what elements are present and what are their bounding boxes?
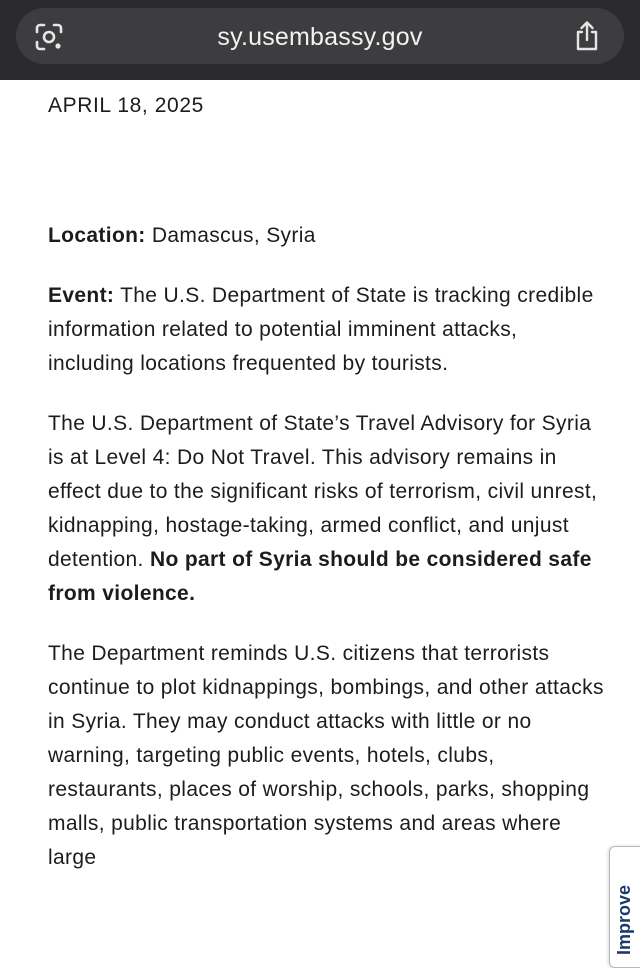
- share-icon[interactable]: [572, 20, 602, 52]
- feedback-tab[interactable]: [609, 846, 640, 968]
- url-text[interactable]: sy.usembassy.gov: [217, 23, 423, 51]
- feedback-label[interactable]: Improve: [614, 884, 634, 955]
- event-label: Event:: [48, 284, 115, 307]
- advisory-paragraph: [48, 407, 608, 611]
- address-bar[interactable]: [16, 8, 624, 64]
- event-paragraph: [48, 279, 608, 381]
- event-text: The U.S. Department of State is tracking credible information related to potential imminent attacks, including locations frequented by tourists.: [48, 284, 594, 375]
- reminder-paragraph: The Department reminds U.S. citizens that terrorists continue to plot kidnappings, bombings, and other attacks in Syria. They may conduct attacks with little or no warning, targeting public events, hotels, clubs, restaurants, places of worship, schools, parks, shopping malls, public transportation systems and areas where large: [48, 642, 604, 869]
- location-line: [48, 219, 608, 253]
- advisory-text: The U.S. Department of State’s Travel Advisory for Syria is at Level 4: Do Not Travel. This advisory remains in effect due to the significant risks of terrorism, civil unrest, kidnapping, hostage-taking, armed conflict, and unjust detention.: [48, 412, 598, 571]
- article-body: [48, 80, 608, 875]
- advisory-bold-text: No part of Syria should be considered safe from violence.: [48, 548, 592, 605]
- browser-toolbar: [0, 0, 640, 80]
- location-label: Location:: [48, 224, 146, 247]
- article-date: APRIL 18, 2025: [48, 94, 204, 117]
- location-value: Damascus, Syria: [145, 224, 316, 247]
